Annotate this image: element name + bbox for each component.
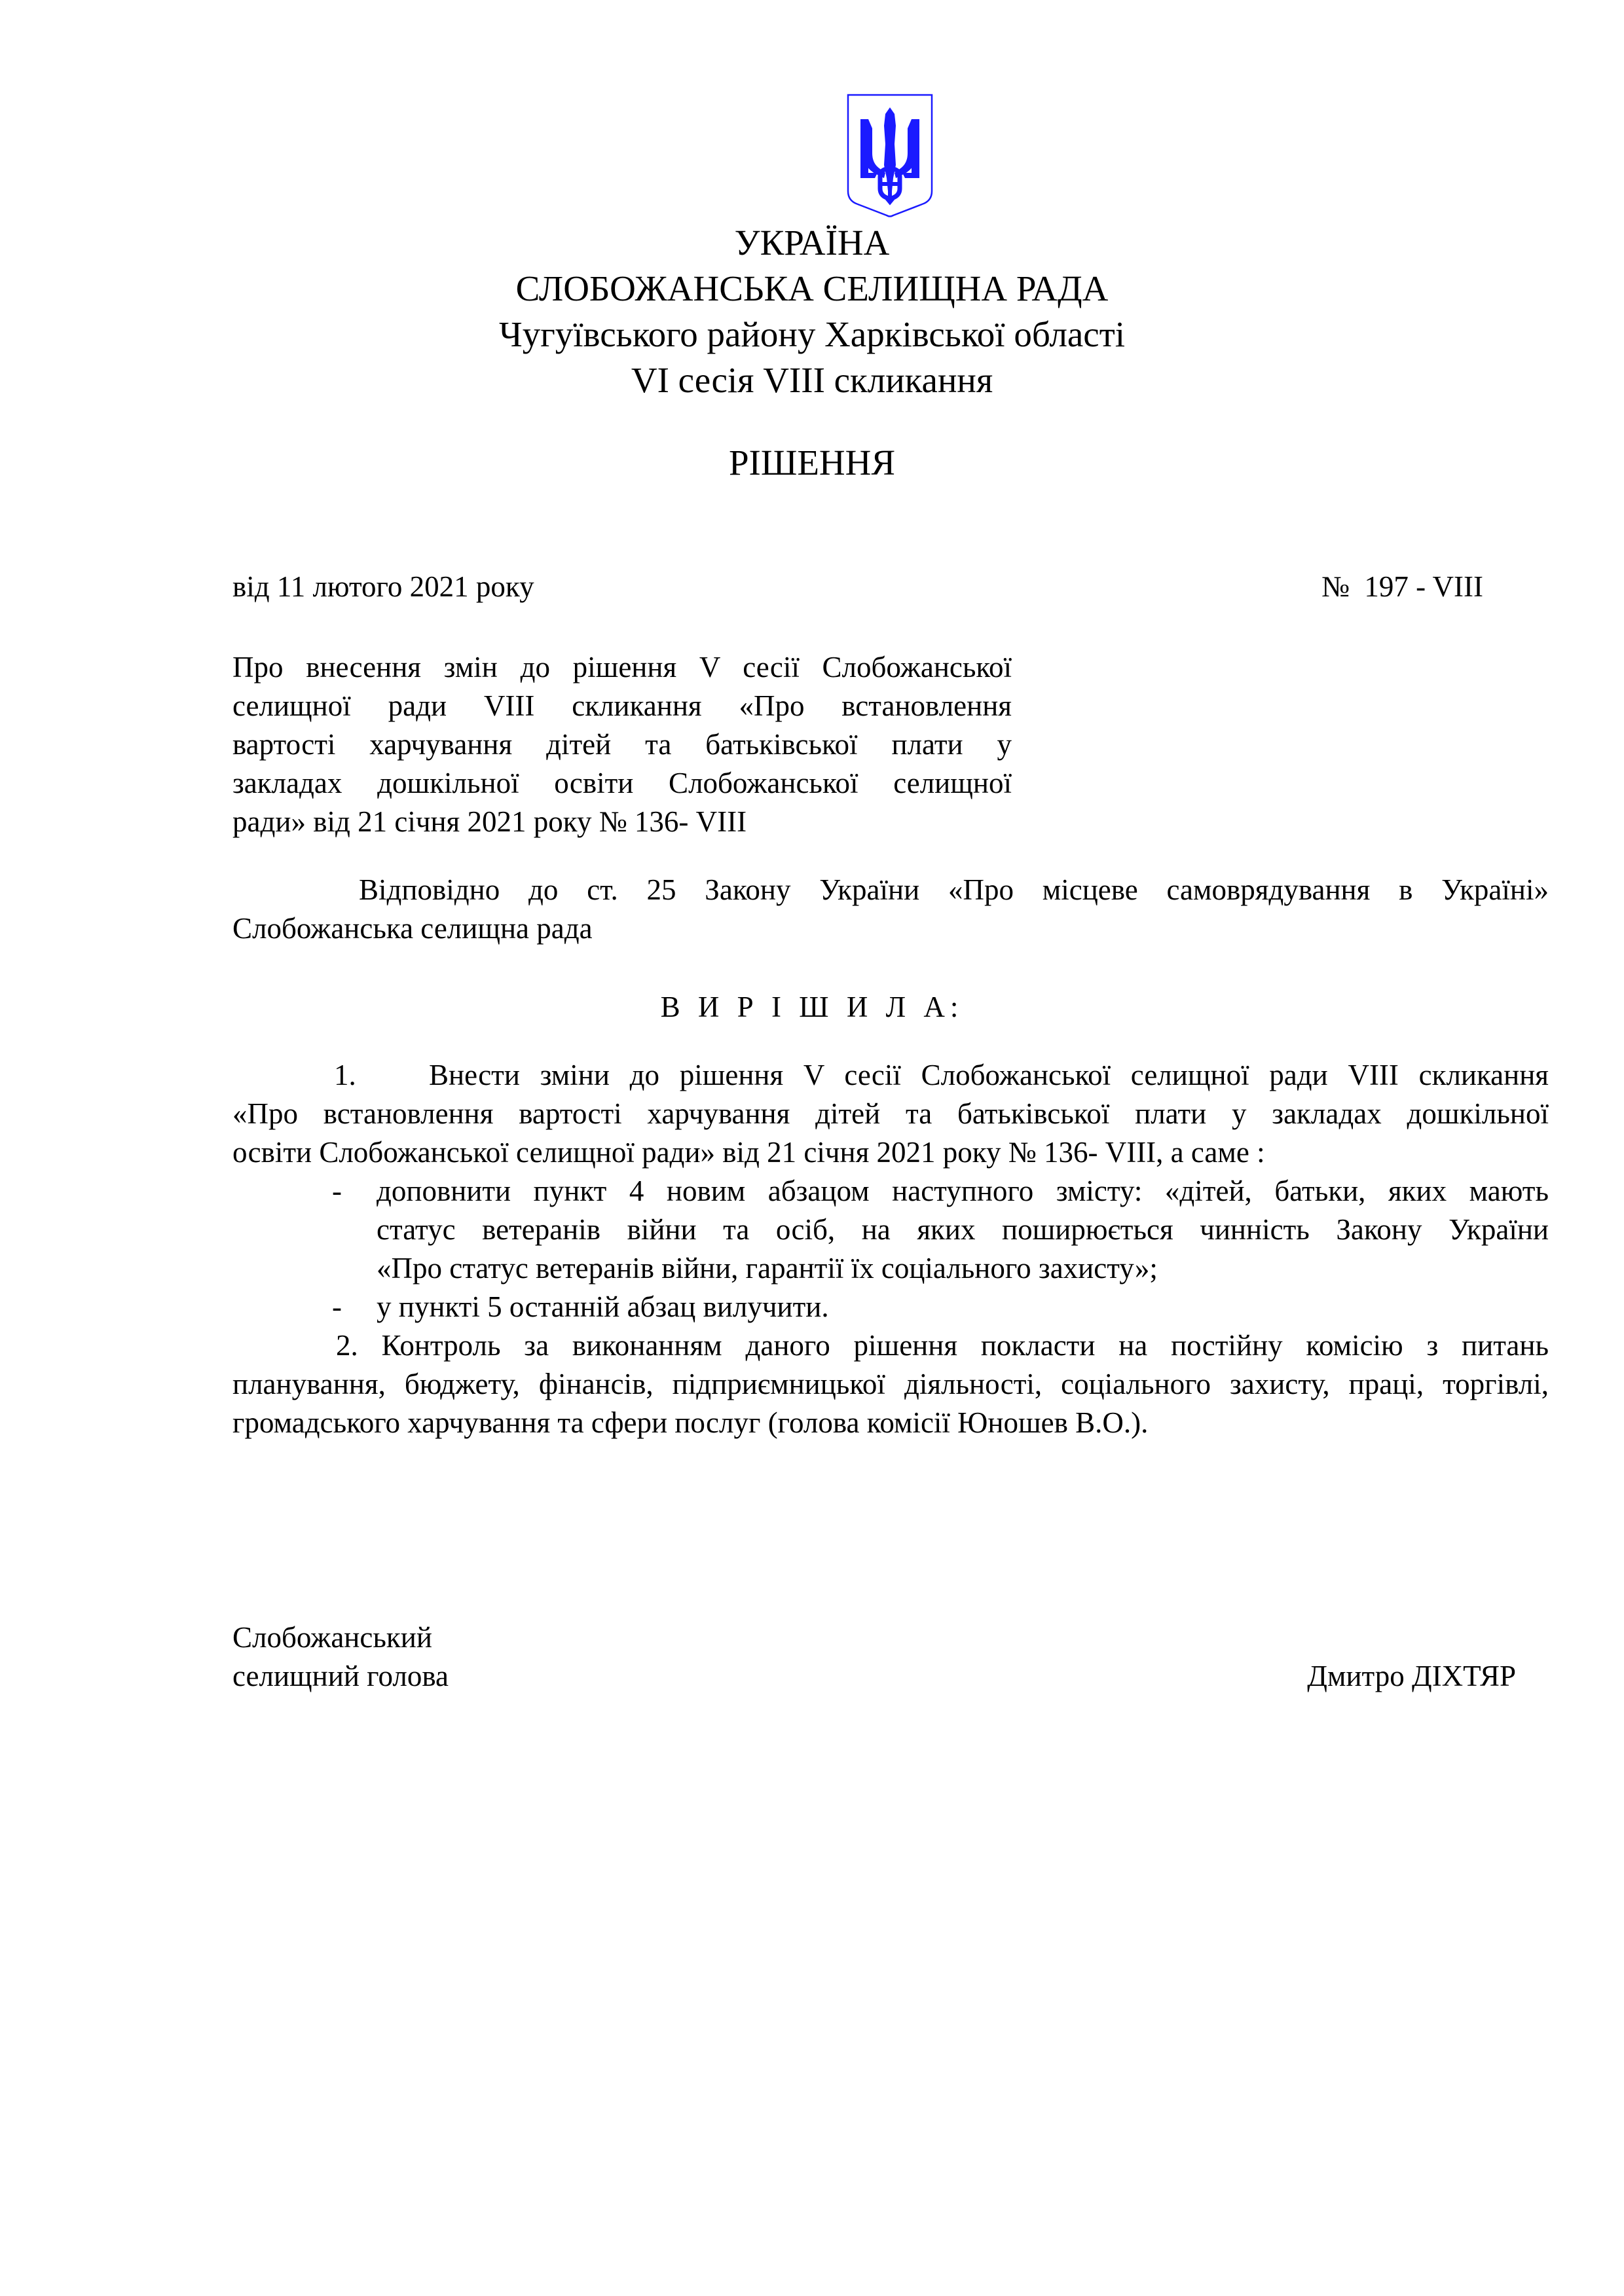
item-2-line: громадського харчування та сфери послуг (голова комісії Юношев В.О.). [232, 1406, 1149, 1439]
item-1-number: 1. [334, 1059, 356, 1091]
bullet-text: доповнити пункт 4 новим абзацом наступного змісту: «дітей, батьки, яких мають [377, 1175, 1549, 1207]
trident-coat-of-arms-icon [846, 93, 934, 221]
signatory-position-line: Слобожанський [232, 1621, 432, 1654]
item-2-line: планування, бюджету, фінансів, підприємницької діяльності, соціального захисту, праці, торгівлі, [232, 1368, 1549, 1400]
bullet-line: «Про статус ветеранів війни, гарантії їх соціального захисту»; [377, 1252, 1158, 1285]
subject-line: ради» від 21 січня 2021 року № 136- VIII [232, 805, 747, 838]
bullet-item [232, 1288, 1549, 1326]
dash-bullet-icon: - [332, 1175, 342, 1207]
preamble [232, 871, 1549, 948]
bullet-line: статус ветеранів війни та осіб, на яких поширюється чинність Закону України [377, 1213, 1549, 1246]
signatory-name: Дмитро ДІХТЯР [1307, 1660, 1516, 1692]
decision-number: № 197 - VIII [1321, 570, 1483, 603]
item-1-line [232, 1056, 1549, 1095]
preamble-line: Слобожанська селищна рада [232, 912, 593, 945]
item-2-line: 2. Контроль за виконанням даного рішення покласти на постійну комісію з питань [336, 1329, 1549, 1362]
item-1-line: «Про встановлення вартості харчування дітей та батьківської плати у закладах дошкільної [232, 1097, 1549, 1130]
bullet-item [232, 1172, 1549, 1288]
country-name: УКРАЇНА [734, 223, 890, 263]
document-type-title: РІШЕННЯ [728, 443, 896, 483]
signatory-position-line: селищний голова [232, 1660, 449, 1692]
bullet-line [232, 1172, 1549, 1211]
decision-date: від 11 лютого 2021 року [232, 570, 534, 603]
item-1-line: освіти Слобожанської селищної ради» від 21 січня 2021 року № 136- VIII, а саме : [232, 1136, 1265, 1169]
subject-line: Про внесення змін до рішення V сесії Слобожанської [232, 651, 1012, 683]
subject-line: закладах дошкільної освіти Слобожанської селищної [232, 767, 1012, 799]
bullet-text: у пункті 5 останній абзац вилучити. [377, 1290, 829, 1323]
document-header [0, 220, 1624, 403]
subject-line: вартості харчування дітей та батьківської плати у [232, 728, 1012, 761]
item-2 [232, 1326, 1549, 1442]
dash-bullet-icon: - [332, 1290, 342, 1323]
subject-line: селищної ради VIII скликання «Про встановлення [232, 689, 1012, 722]
item-1-text: Внести зміни до рішення V сесії Слобожанської селищної ради VIII скликання [429, 1059, 1549, 1091]
district-name: Чугуївського району Харківської області [498, 314, 1126, 354]
bullet-line [232, 1288, 1549, 1326]
resolved-heading: В И Р І Ш И Л А: [660, 991, 964, 1023]
item-1 [232, 1056, 1549, 1326]
decision-body [232, 1056, 1549, 1442]
decision-subject [232, 648, 1012, 841]
session-name: VI сесія VIII скликання [631, 360, 993, 400]
council-name: СЛОБОЖАНСЬКА СЕЛИЩНА РАДА [515, 268, 1109, 308]
signatory-position [232, 1618, 449, 1696]
preamble-line: Відповідно до ст. 25 Закону України «Про місцеве самоврядування в Україні» [359, 873, 1549, 906]
